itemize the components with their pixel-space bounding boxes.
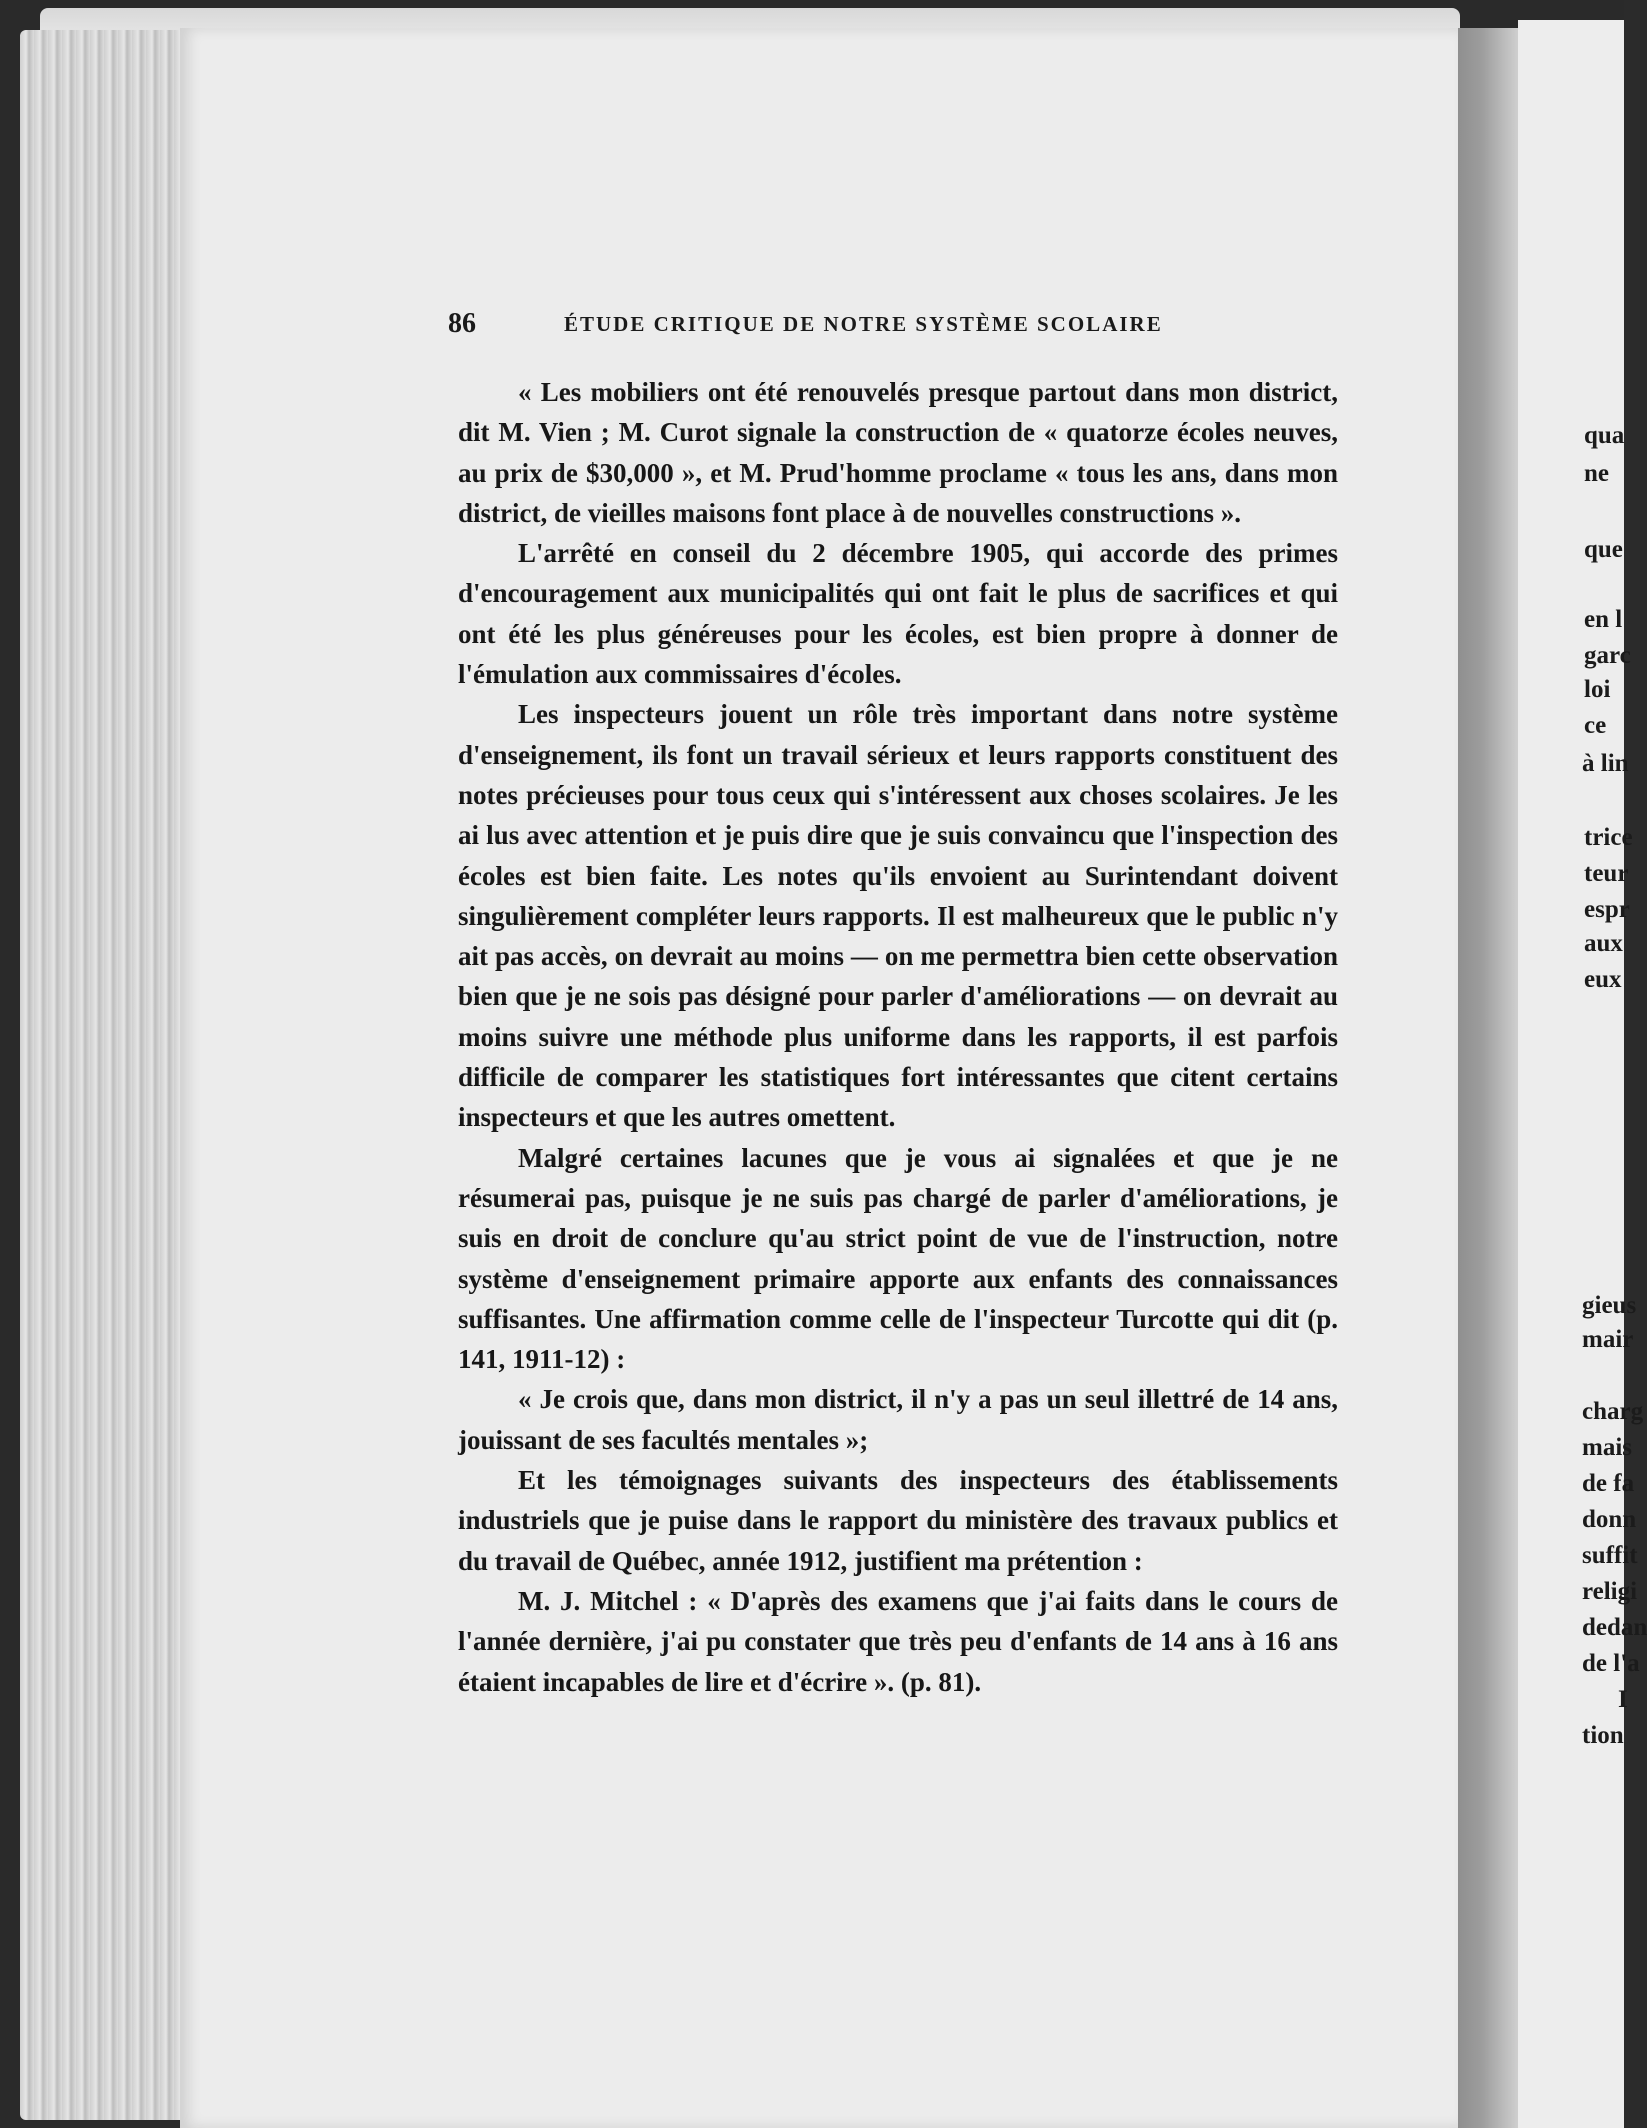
facing-page-text — [1518, 20, 1647, 2128]
page-number: 86 — [448, 308, 476, 339]
facing-fragment: religi — [1582, 1578, 1638, 1605]
facing-fragment: de l'a — [1582, 1650, 1640, 1677]
stacked-page-edges — [20, 30, 200, 2120]
facing-fragment: loi — [1584, 676, 1611, 703]
facing-fragment: ne — [1584, 460, 1609, 487]
facing-fragment: suffit — [1582, 1542, 1638, 1569]
facing-fragment: donn — [1582, 1506, 1637, 1533]
paragraph: L'arrêté en conseil du 2 décembre 1905, qui accorde des primes d'encouragement aux municipalités qui ont fait le plus de sacrifices et qui ont été les plus généreuses pour les écoles, est bien propre à donner de l'émulation aux commissaires d'écoles. — [458, 538, 1338, 690]
facing-page — [1518, 20, 1647, 2128]
paragraph: Les inspecteurs jouent un rôle très important dans notre système d'enseignement, ils font un travail sérieux et leurs rapports constituent des notes précieuses pour tous ceux qui s'intéressent aux choses scolaires. Je les ai lus avec attention et je puis dire que je suis convaincu que l'inspection des écoles est bien faite. Les notes qu'ils envoient au Surintendant doivent singulièrement compléter leurs rapports. Il est malheureux que le public n'y ait pas accès, on devrait au moins — on me permettra bien cette observation bien que je ne sois pas désigné pour parler d'améliorations — on devrait au moins suivre une méthode plus uniforme dans les rapports, il est parfois difficile de comparer les statistiques fort intéressantes que citent certains inspecteurs et que les autres omettent. — [458, 699, 1338, 1133]
facing-fragment: à lin — [1582, 750, 1629, 777]
facing-fragment: mair — [1582, 1326, 1634, 1353]
facing-fragment: I — [1618, 1686, 1628, 1713]
facing-fragment: dedan — [1582, 1614, 1647, 1641]
body-text — [458, 372, 1338, 1702]
paragraph: « Les mobiliers ont été renouvelés presque partout dans mon district, dit M. Vien ; M. Curot signale la construction de « quatorze écoles neuves, au prix de $30,000 », et M. Prud'homme proclame « tous les ans, dans mon district, de vieilles maisons font place à de nouvelles constructions ». — [458, 377, 1338, 528]
facing-fragment: que — [1584, 536, 1623, 563]
facing-fragment: mais — [1582, 1434, 1632, 1461]
book-gutter — [1458, 28, 1518, 2128]
paragraph: « Je crois que, dans mon district, il n'y a pas un seul illettré de 14 ans, jouissant de ses facultés mentales »; — [458, 1384, 1338, 1455]
facing-fragment: ce — [1584, 712, 1607, 739]
facing-fragment: gieus — [1582, 1292, 1637, 1319]
paragraph: Malgré certaines lacunes que je vous ai signalées et que je ne résumerai pas, puisque je ne suis pas chargé de parler d'améliorations, je suis en droit de conclure qu'au strict point de vue de l'instruction, notre système d'enseignement primaire apporte aux enfants des connaissances suffisantes. Une affirmation comme celle de l'inspecteur Turcotte qui dit (p. 141, 1911-12) : — [458, 1142, 1338, 1375]
facing-fragment: aux — [1584, 930, 1623, 957]
facing-fragment: espr — [1584, 896, 1630, 923]
facing-fragment: teur — [1584, 860, 1629, 887]
facing-fragment: eux — [1584, 966, 1622, 993]
paragraph: M. J. Mitchel : « D'après des examens que j'ai faits dans le cours de l'année dernière, j'ai pu constater que très peu d'enfants de 14 ans à 16 ans étaient incapables de lire et d'écrire ». (p. 81). — [458, 1585, 1338, 1697]
facing-fragment: qua — [1584, 422, 1625, 449]
running-head — [448, 308, 1248, 344]
facing-fragment: de fa — [1582, 1470, 1635, 1497]
facing-fragment: charg — [1582, 1398, 1644, 1425]
facing-fragment: garc — [1584, 642, 1631, 669]
running-title: ÉTUDE CRITIQUE DE NOTRE SYSTÈME SCOLAIRE — [564, 312, 1163, 336]
facing-fragment: trice — [1584, 824, 1633, 851]
paragraph: Et les témoignages suivants des inspecteurs des établissements industriels que je puise dans le rapport du ministère des travaux publics et du travail de Québec, année 1912, justifient ma prétention : — [458, 1465, 1338, 1576]
facing-fragment: tion — [1582, 1722, 1624, 1749]
facing-fragment: en l — [1584, 606, 1623, 633]
